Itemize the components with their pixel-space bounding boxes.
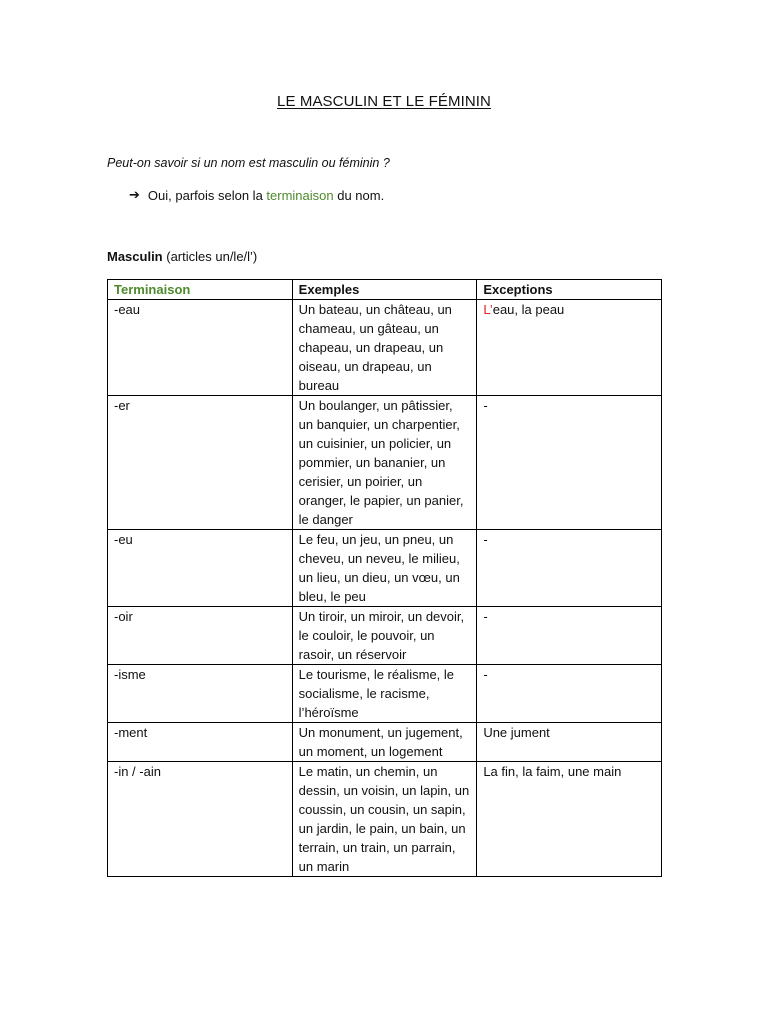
cell-exemples: Le feu, un jeu, un pneu, un cheveu, un neveu, le milieu, un lieu, un dieu, un vœu, un bleu, le peu — [292, 530, 477, 607]
cell-exemples: Un bateau, un château, un chameau, un gâteau, un chapeau, un drapeau, un oiseau, un drapeau, un bureau — [292, 300, 477, 396]
cell-exceptions — [477, 762, 662, 877]
exception-text: Une jument — [483, 725, 550, 740]
cell-exceptions — [477, 665, 662, 723]
cell-terminaison: -isme — [108, 665, 293, 723]
section-heading — [107, 249, 257, 264]
cell-terminaison: -eu — [108, 530, 293, 607]
table-row — [108, 723, 662, 762]
exception-red-part: L’ — [483, 302, 493, 317]
answer-line — [129, 187, 384, 203]
cell-exemples: Un tiroir, un miroir, un devoir, le couloir, le pouvoir, un rasoir, un réservoir — [292, 607, 477, 665]
exception-text: eau, la peau — [492, 302, 565, 317]
question-text: Peut-on savoir si un nom est masculin ou féminin ? — [107, 156, 390, 170]
cell-exceptions — [477, 530, 662, 607]
cell-exceptions — [477, 396, 662, 530]
table-row — [108, 300, 662, 396]
cell-exceptions — [477, 607, 662, 665]
cell-exemples: Le tourisme, le réalisme, le socialisme, le racisme, l’héroïsme — [292, 665, 477, 723]
answer-prefix: Oui, parfois selon la — [147, 187, 267, 203]
endings-table — [107, 279, 662, 877]
cell-terminaison: -ment — [108, 723, 293, 762]
table-row — [108, 607, 662, 665]
cell-exceptions — [477, 723, 662, 762]
exception-text: La fin, la faim, une main — [483, 764, 622, 779]
cell-terminaison: -eau — [108, 300, 293, 396]
answer-highlight: terminaison — [266, 187, 334, 203]
section-note: (articles un/le/l’) — [162, 249, 258, 264]
answer-text — [148, 188, 384, 203]
section-label: Masculin — [107, 249, 163, 264]
exception-text: - — [483, 667, 488, 682]
header-terminaison: Terminaison — [108, 280, 293, 300]
cell-exemples: Un boulanger, un pâtissier, un banquier, un charpentier, un cuisinier, un policier, un pommier, un bananier, un cerisier, un poirier, un oranger, le papier, un panier, le danger — [292, 396, 477, 530]
answer-suffix: du nom. — [333, 187, 385, 203]
arrow-right-icon: ➔ — [129, 187, 140, 202]
table-row — [108, 530, 662, 607]
table-row — [108, 665, 662, 723]
cell-exceptions — [477, 300, 662, 396]
exception-text: - — [483, 532, 488, 547]
exception-text: - — [483, 398, 488, 413]
table-row — [108, 396, 662, 530]
exception-text: - — [483, 609, 488, 624]
header-exceptions: Exceptions — [477, 280, 662, 300]
cell-exemples: Un monument, un jugement, un moment, un logement — [292, 723, 477, 762]
header-exemples: Exemples — [292, 280, 477, 300]
table-row — [108, 762, 662, 877]
cell-terminaison: -in / -ain — [108, 762, 293, 877]
cell-terminaison: -er — [108, 396, 293, 530]
page-title: LE MASCULIN ET LE FÉMININ — [277, 93, 491, 110]
cell-terminaison: -oir — [108, 607, 293, 665]
table-header-row — [108, 280, 662, 300]
cell-exemples: Le matin, un chemin, un dessin, un voisin, un lapin, un coussin, un cousin, un sapin, un jardin, le pain, un bain, un terrain, un train, un parrain, un marin — [292, 762, 477, 877]
